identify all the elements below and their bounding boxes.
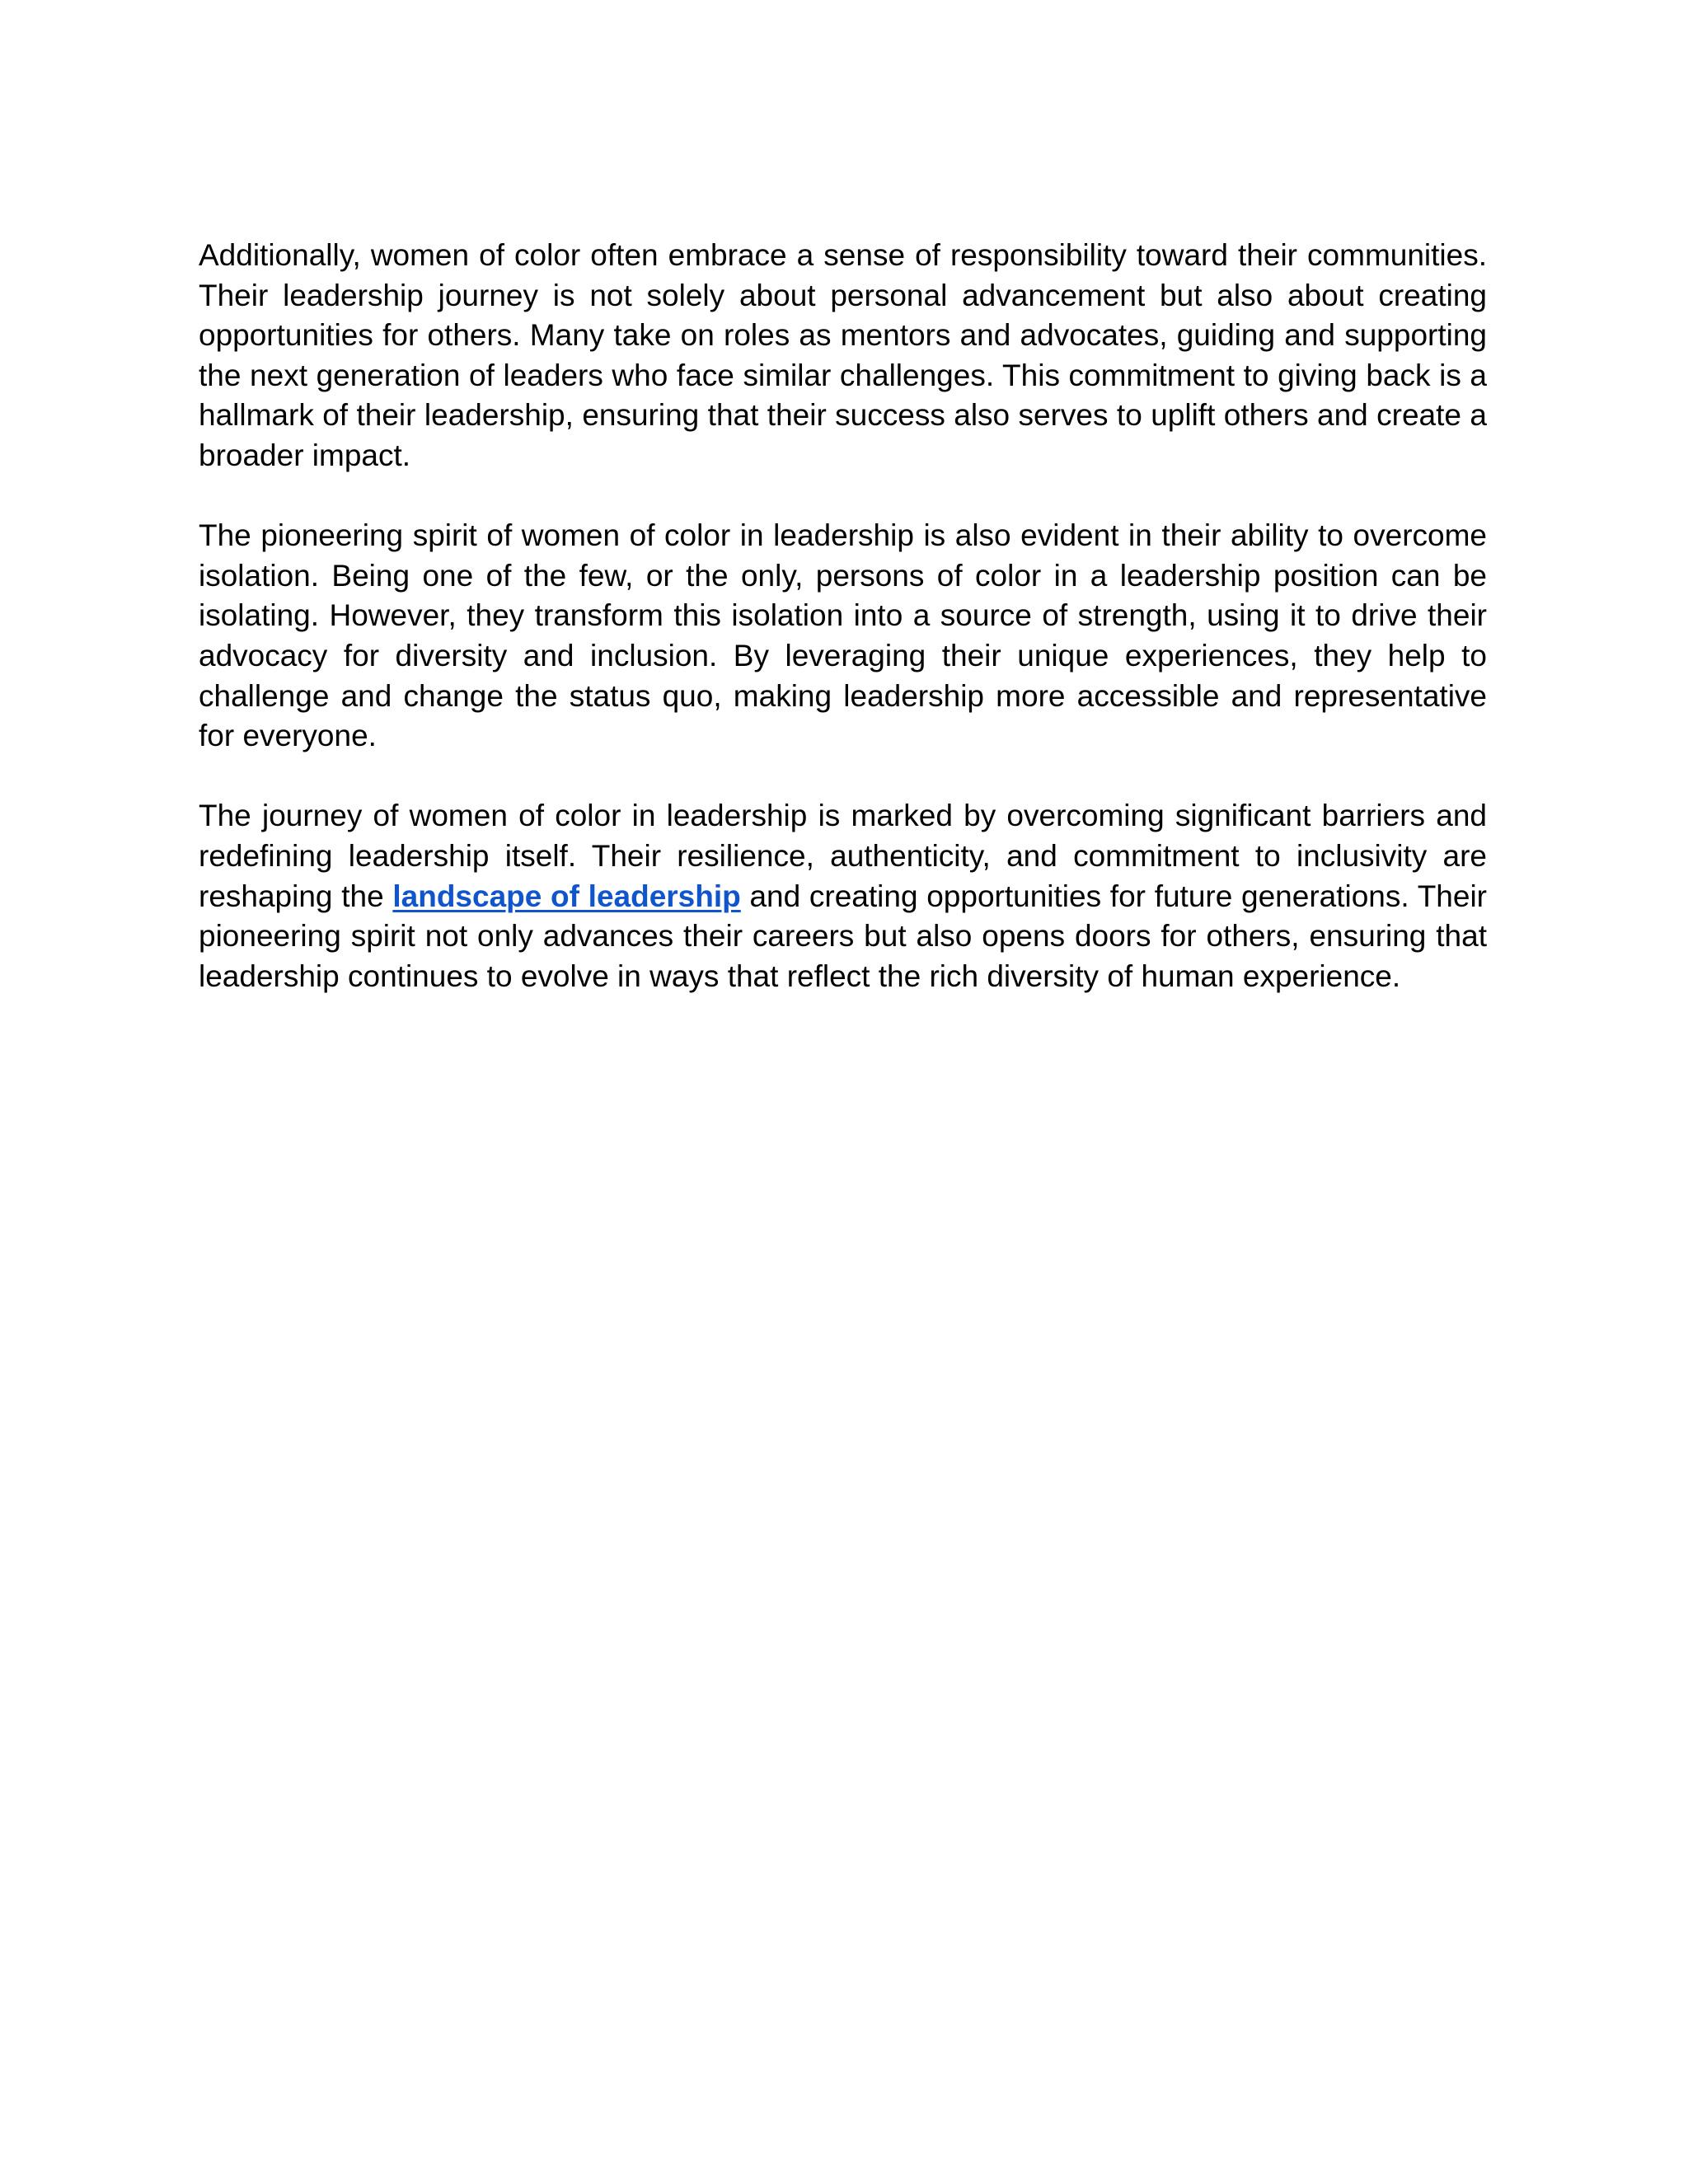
paragraph-conclusion [199, 796, 1487, 996]
paragraph-community-responsibility: Additionally, women of color often embrace a sense of responsibility toward their communities. Their leadership journey is not solely about personal advancement but also about creating opportunities for others. Many take on roles as mentors and advocates, guiding and supporting the next generation of leaders who face similar challenges. This commitment to giving back is a hallmark of their leadership, ensuring that their success also serves to uplift others and create a broader impact. [199, 238, 1487, 472]
paragraph-text-after-link: and creating opportunities for future generations. Their pioneering spirit not only advances their careers but also opens doors for others, ensuring that leadership continues to evolve in ways that reflect the rich diversity of human experience. [199, 879, 1487, 993]
document-body [199, 236, 1487, 1037]
paragraph-overcoming-isolation: The pioneering spirit of women of color in leadership is also evident in their ability to overcome isolation. Being one of the few, or the only, persons of color in a leadership position can be isolating. However, they transform this isolation into a source of strength, using it to drive their advocacy for diversity and inclusion. By leveraging their unique experiences, they help to challenge and change the status quo, making leadership more accessible and representative for everyone. [199, 518, 1487, 753]
landscape-of-leadership-link[interactable]: landscape of leadership [392, 879, 741, 913]
paragraph-text-before-link: The journey of women of color in leadership is marked by overcoming significant barriers and redefining leadership itself. Their resilience, authenticity, and commitment to inclusivity are reshaping the [199, 799, 1487, 913]
